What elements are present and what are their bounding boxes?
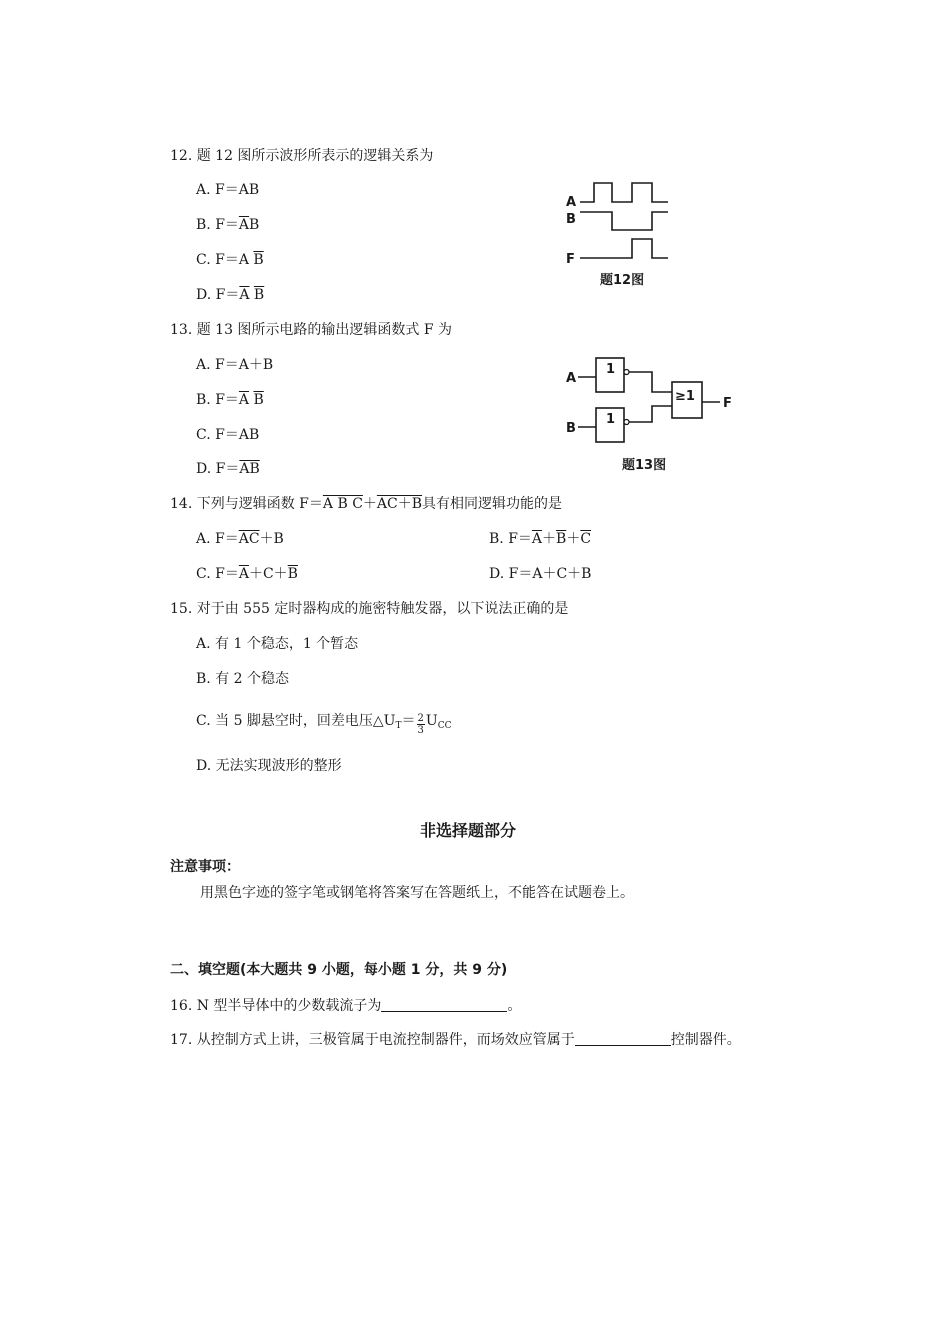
expr-term: AB	[238, 427, 260, 443]
q12-option-c	[196, 253, 264, 267]
overlined-term: $\overline{B}$	[287, 566, 298, 582]
q12-label-a: A	[566, 195, 577, 210]
q13-figure-caption: 题13图	[622, 458, 667, 473]
part2-title: 非选择题部分	[420, 821, 517, 840]
option-letter: C. F＝	[196, 427, 239, 443]
q15-option-c: C. 当 5 脚悬空时，回差电压$\triangle U_T=$ $\frac{2}{3}$ $U_{CC}$	[196, 713, 452, 736]
option-letter: A. F＝	[196, 531, 239, 547]
q16: 16. N 型半导体中的少数载流子为 。	[170, 998, 522, 1014]
q13-option-d	[196, 462, 260, 476]
expr-term: A＋B	[238, 357, 274, 373]
q13-stem: 13. 题 13 图所示电路的输出逻辑函数式 F 为	[170, 322, 453, 338]
expr-term: A	[238, 252, 254, 268]
q12-stem: 12. 题 12 图所示波形所表示的逻辑关系为	[170, 148, 434, 164]
overlined-term: $\overline{B}$	[253, 287, 265, 303]
option-letter: B. F＝	[489, 531, 532, 547]
expr-term: B	[249, 217, 260, 233]
or-gate-label: ≥1	[675, 389, 695, 404]
expr-term: ＋	[566, 531, 581, 547]
q12-option-b	[196, 218, 259, 232]
q14-option-d	[489, 567, 591, 581]
q13-label-a: A	[566, 371, 577, 386]
option-letter: C. F＝	[196, 252, 239, 268]
q15-option-b: B. 有 2 个稳态	[196, 671, 289, 687]
section2-heading: 二、填空题(本大题共 9 小题，每小题 1 分，共 9 分)	[170, 962, 508, 978]
notice-title: 注意事项：	[170, 859, 240, 875]
q14-option-b	[489, 532, 591, 546]
overlined-term: $\overline{A}$	[238, 566, 249, 582]
not-gate-a-label: 1	[606, 362, 616, 377]
q12-option-d	[196, 288, 264, 302]
expr-term: ＋B	[259, 531, 284, 547]
overlined-term: $\overline{A}$	[238, 217, 250, 233]
q12-option-a	[196, 183, 259, 197]
option-letter: D. F＝	[196, 461, 240, 477]
q13-label-f: F	[723, 396, 732, 411]
q15-stem: 15. 对于由 555 定时器构成的施密特触发器，以下说法正确的是	[170, 601, 569, 617]
option-letter: C. F＝	[196, 566, 239, 582]
notice-body: 用黑色字迹的签字笔或钢笔将答案写在答题纸上，不能答在试题卷上。	[200, 885, 634, 901]
q12-wave-b	[580, 212, 668, 230]
option-letter: B. F＝	[196, 217, 239, 233]
option-letter: A. F＝	[196, 357, 239, 373]
q12-wave-a	[580, 183, 668, 202]
q13-label-b: B	[566, 421, 576, 436]
fraction-two-thirds: $\frac{2}{3}$	[417, 713, 424, 736]
not-gate-b-label: 1	[606, 412, 616, 427]
option-letter: B. F＝	[196, 392, 239, 408]
q13-option-a	[196, 358, 273, 372]
q12-wave-f	[580, 239, 668, 258]
q17: 17. 从控制方式上讲，三极管属于电流控制器件，而场效应管属于 控制器件。	[170, 1032, 741, 1048]
q16-answer-blank[interactable]	[381, 998, 507, 1012]
overlined-term: $\overline{B}$	[556, 531, 567, 547]
q13-option-c	[196, 428, 259, 442]
overlined-term: A B C	[322, 496, 363, 512]
overlined-term: $\overline{A}$	[531, 531, 543, 547]
overlined-term: $\overline{AB}$	[239, 461, 260, 477]
q12-label-f: F	[566, 252, 575, 267]
overlined-term: $\overline{A}$	[238, 392, 250, 408]
q13-option-b	[196, 393, 264, 407]
overlined-term: AC＋B	[376, 496, 423, 512]
q17-answer-blank[interactable]	[575, 1032, 671, 1046]
expr-term: ＋	[542, 531, 557, 547]
q15-option-a: A. 有 1 个稳态，1 个暂态	[196, 636, 359, 652]
q12-figure-caption: 题12图	[600, 273, 645, 288]
q14-option-c	[196, 567, 298, 581]
expr-term: ＋C＋	[248, 566, 288, 582]
q14-stem: 14. 下列与逻辑函数 F＝A B C＋AC＋B具有相同逻辑功能的是	[170, 496, 563, 512]
option-letter: D. F＝	[489, 566, 533, 582]
q12-waveform-figure	[560, 175, 680, 295]
q14-stem-expression	[323, 496, 422, 512]
overlined-term: $\overline{C}$	[580, 531, 592, 547]
expr-term: A＋C＋B	[532, 566, 592, 582]
overlined-term: $\overline{A}$	[239, 287, 250, 303]
expr-term: ＋	[362, 496, 377, 512]
option-letter: A. F＝	[196, 182, 239, 198]
q13-circuit-figure	[560, 350, 750, 480]
option-letter: D. F＝	[196, 287, 240, 303]
overlined-term: $\overline{AC}$	[238, 531, 260, 547]
overlined-term: $\overline{B}$	[253, 392, 264, 408]
q15-option-d: D. 无法实现波形的整形	[196, 758, 342, 774]
overlined-term: $\overline{B}$	[253, 252, 264, 268]
expr-term: AB	[238, 182, 260, 198]
q12-label-b: B	[566, 212, 576, 227]
q14-option-a	[196, 532, 284, 546]
